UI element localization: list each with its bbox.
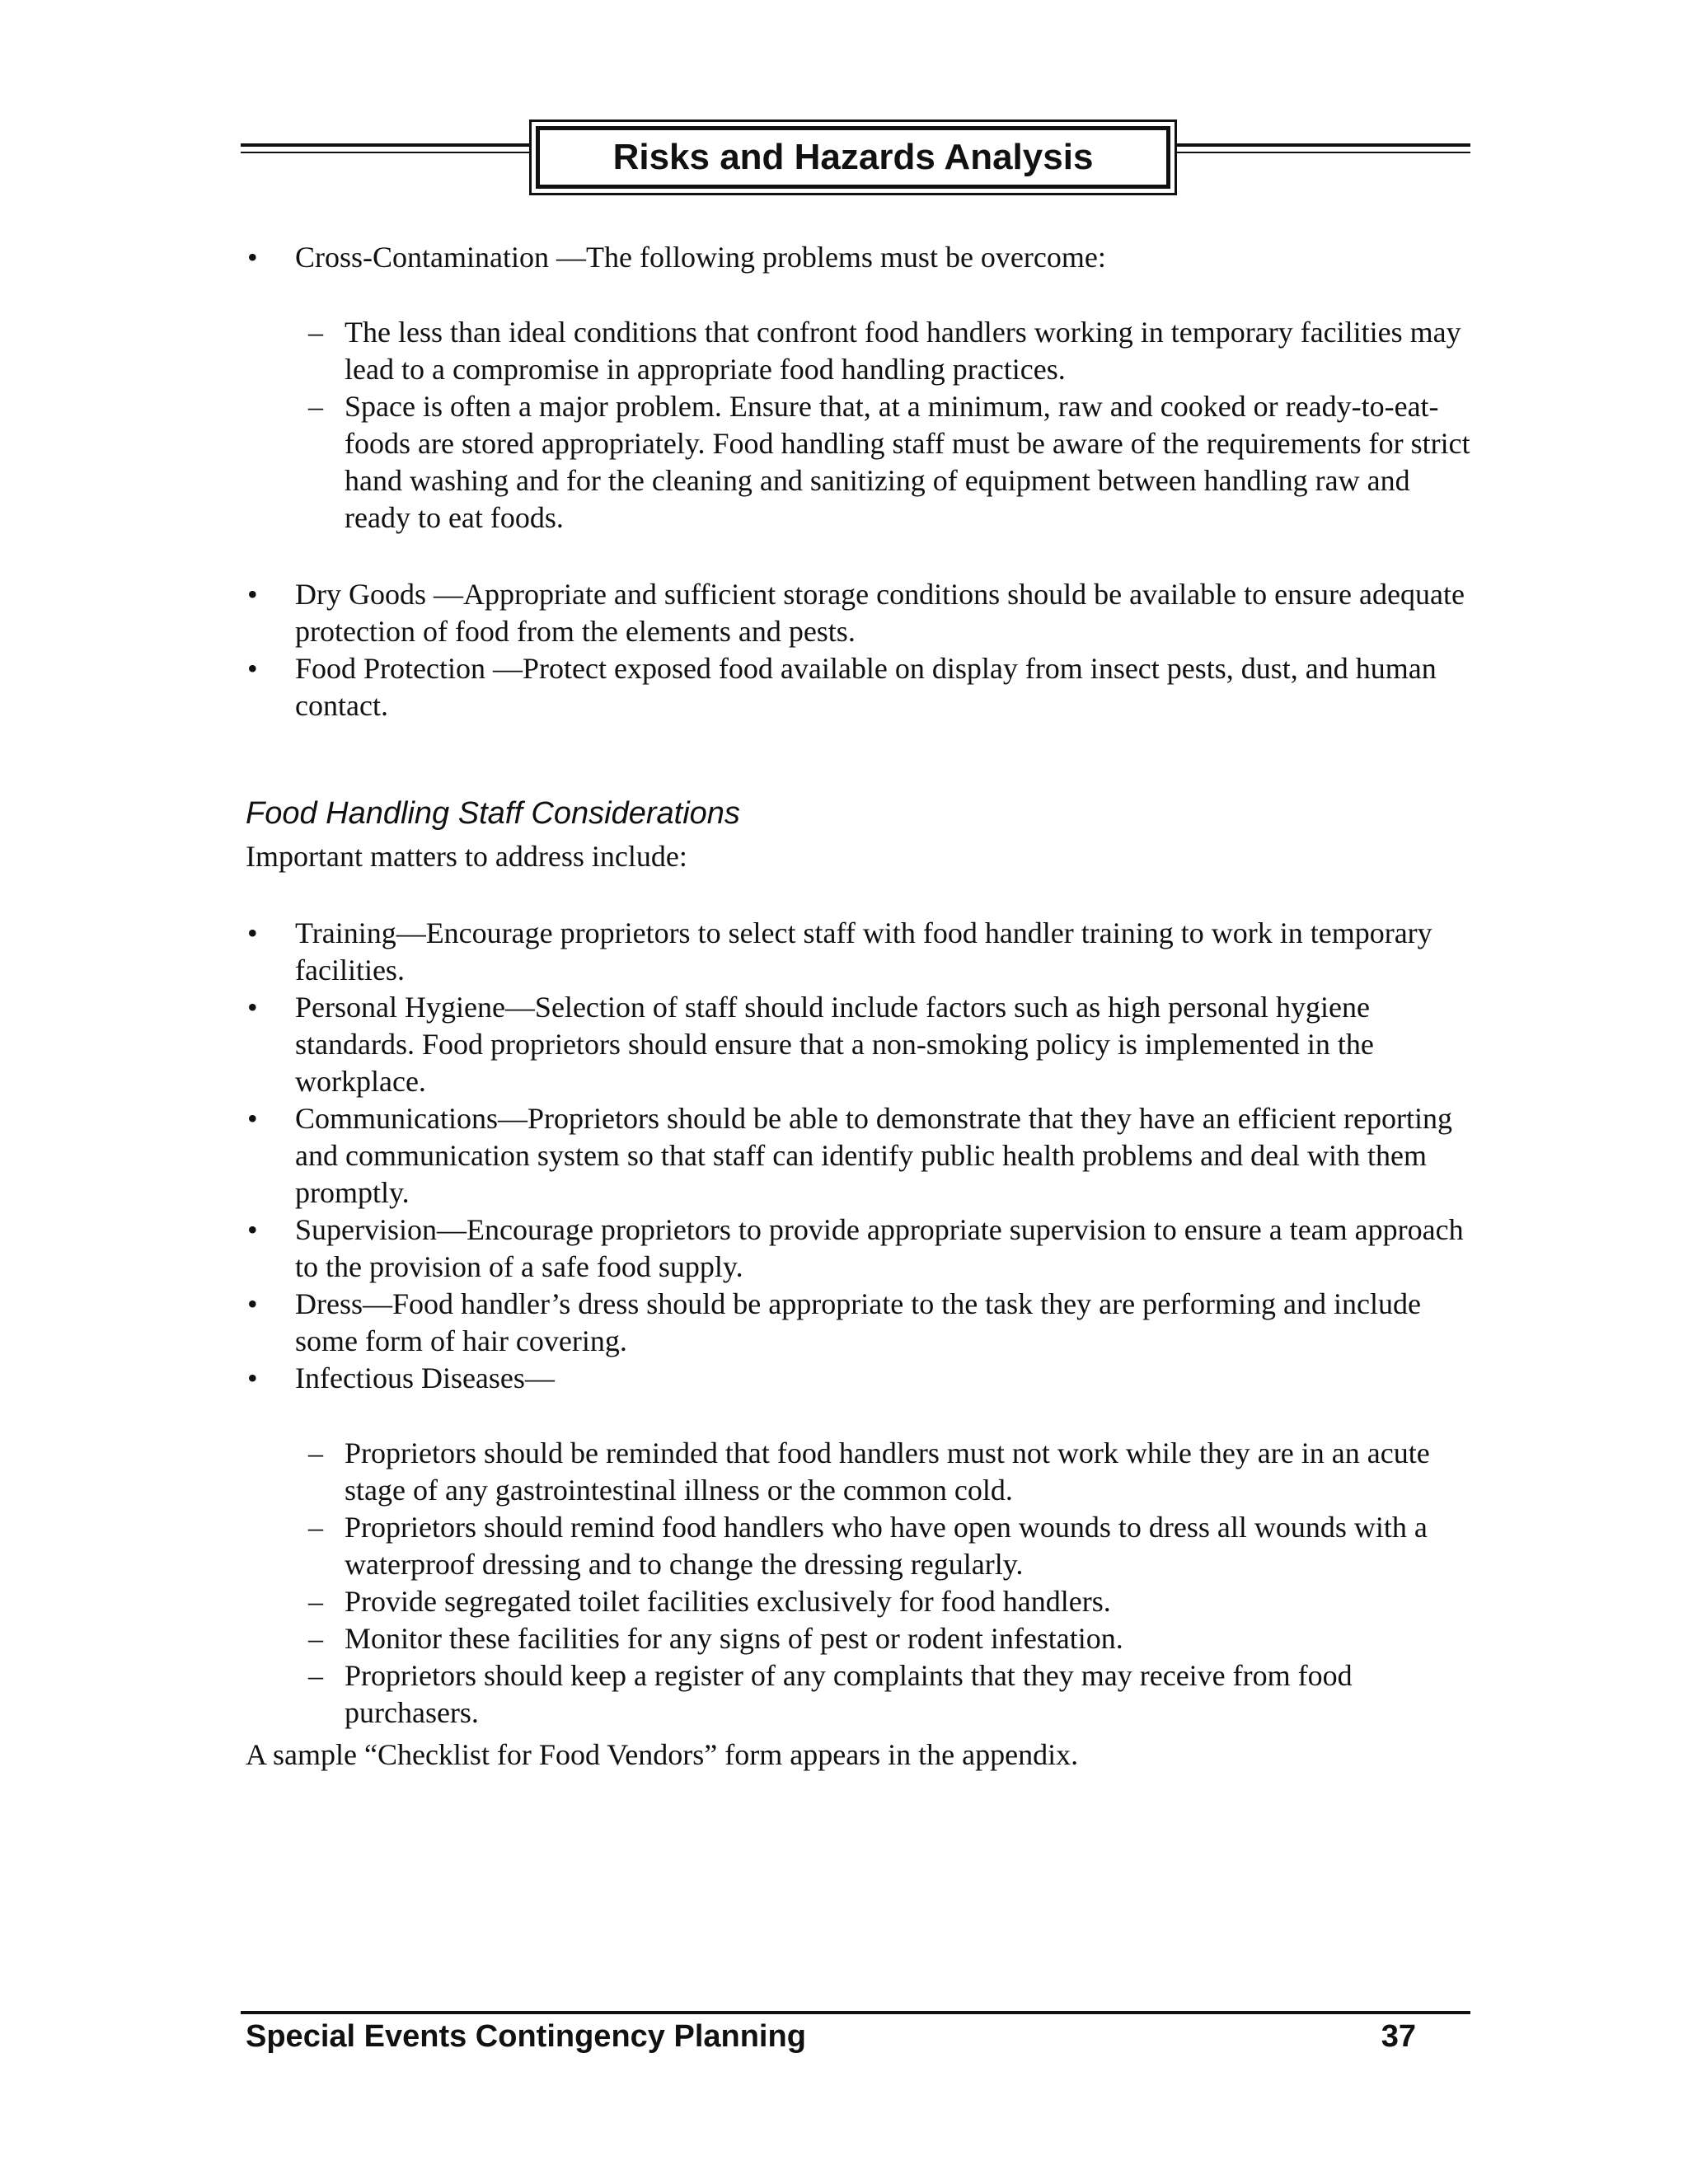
bullet-communications: • Communications—Proprietors should be able to demonstrate that they have an efficient reporting and communication system so that staff can identify public health problems and deal with them promptly. [246, 1100, 1482, 1212]
page-title: Risks and Hazards Analysis [612, 137, 1094, 177]
page-content [246, 239, 1482, 1774]
dash-item-cross-1: – The less than ideal conditions that confront food handlers working in temporary facilities may lead to a compromise in appropriate food handling practices. [246, 314, 1482, 388]
bullet-cross-contamination: • Cross-Contamination —The following problems must be overcome: [246, 239, 1482, 276]
bullet-supervision: • Supervision—Encourage proprietors to provide appropriate supervision to ensure a team approach to the provision of a safe food supply. [246, 1212, 1482, 1286]
dash-item-infectious-3: – Provide segregated toilet facilities exclusively for food handlers. [246, 1583, 1482, 1620]
dash-item-infectious-2: – Proprietors should remind food handlers who have open wounds to dress all wounds with a waterproof dressing and to change the dressing regularly. [246, 1509, 1482, 1583]
dash-item-infectious-1: – Proprietors should be reminded that food handlers must not work while they are in an acute stage of any gastrointestinal illness or the common cold. [246, 1435, 1482, 1509]
page-title-box [529, 120, 1177, 195]
bullet-infectious-diseases: • Infectious Diseases— [246, 1360, 1482, 1397]
bullet-dress: • Dress—Food handler’s dress should be appropriate to the task they are performing and include some form of hair covering. [246, 1286, 1482, 1360]
header-rule-left [241, 143, 529, 153]
bullet-training: • Training—Encourage proprietors to select staff with food handler training to work in temporary facilities. [246, 915, 1482, 989]
section-intro: Important matters to address include: [246, 840, 687, 873]
page-title-frame [536, 126, 1170, 189]
header-rule-right [1177, 143, 1470, 153]
dash-item-cross-2: – Space is often a major problem. Ensure that, at a minimum, raw and cooked or ready-to-eat-foods are stored appropriately. Food handling staff must be aware of the requirements for strict hand washing and for the cleaning and sanitizing of equipment between handling raw and ready to eat foods. [246, 388, 1482, 537]
page-number: 37 [1381, 2019, 1416, 2054]
bullet-personal-hygiene: • Personal Hygiene—Selection of staff should include factors such as high personal hygiene standards. Food proprietors should ensure that a non-smoking policy is implemented in the workplace. [246, 989, 1482, 1100]
closing-note: A sample “Checklist for Food Vendors” form appears in the appendix. [246, 1738, 1079, 1771]
dash-item-infectious-4: – Monitor these facilities for any signs of pest or rodent infestation. [246, 1620, 1482, 1657]
bullet-food-protection: • Food Protection —Protect exposed food available on display from insect pests, dust, and human contact. [246, 650, 1482, 724]
section-heading: Food Handling Staff Considerations [246, 796, 740, 831]
bullet-dry-goods: • Dry Goods —Appropriate and sufficient storage conditions should be available to ensure adequate protection of food from the elements and pests. [246, 576, 1482, 650]
footer-title: Special Events Contingency Planning [246, 2019, 806, 2054]
footer-rule [241, 2011, 1470, 2014]
dash-item-infectious-5: – Proprietors should keep a register of any complaints that they may receive from food purchasers. [246, 1657, 1482, 1732]
